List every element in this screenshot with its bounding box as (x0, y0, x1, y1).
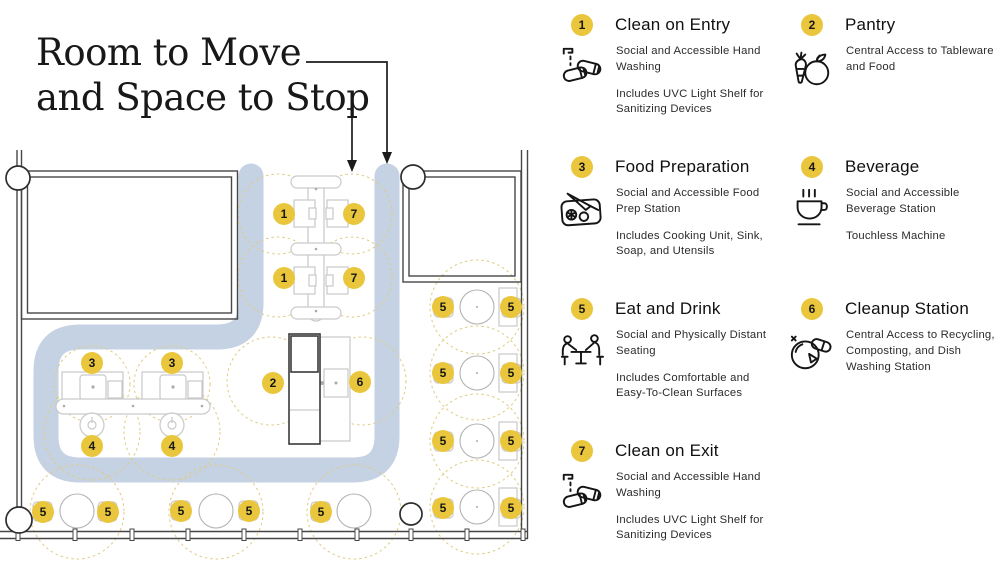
legend-badge-3: 3 (571, 156, 593, 178)
food-prep-icon (558, 186, 604, 232)
legend-item-beverage (788, 156, 1000, 255)
food-prep-counter (56, 372, 210, 437)
legend-title-eat-and-drink: Eat and Drink (615, 299, 721, 318)
pantry-island (289, 334, 350, 444)
plan-marker-3: 3 (81, 352, 103, 374)
room-top-left (22, 171, 238, 319)
plan-marker-7: 7 (343, 203, 365, 225)
legend-badge-4: 4 (801, 156, 823, 178)
legend-desc: Includes Cooking Unit, Sink, Soap, and Utensils (616, 229, 763, 258)
beverage-icon (788, 186, 834, 232)
plan-marker-5: 5 (432, 497, 454, 519)
legend-item-pantry (788, 14, 1000, 90)
legend-desc: Includes UVC Light Shelf for Sanitizing Devices (616, 513, 764, 542)
legend-item-eat-and-drink (558, 298, 773, 413)
plan-marker-1: 1 (273, 203, 295, 225)
plan-marker-7: 7 (343, 267, 365, 289)
legend-desc: Social and Accessible Beverage Station (846, 187, 960, 215)
plan-marker-5: 5 (238, 500, 260, 522)
hand-washing-icon (558, 44, 604, 90)
plan-marker-3: 3 (161, 352, 183, 374)
legend-desc: Central Access to Recycling, Composting, and Dish Washing Station (846, 329, 995, 373)
legend-item-food-preparation (558, 156, 773, 271)
legend-item-clean-on-exit (558, 440, 773, 555)
hand-washing-icon (558, 470, 604, 516)
legend-title-clean-on-entry: Clean on Entry (615, 15, 731, 34)
legend-badge-5: 5 (571, 298, 593, 320)
plan-marker-5: 5 (170, 500, 192, 522)
legend-badge-1: 1 (571, 14, 593, 36)
legend-badge-6: 6 (801, 298, 823, 320)
plan-marker-5: 5 (500, 296, 522, 318)
legend-badge-7: 7 (571, 440, 593, 462)
legend-title-pantry: Pantry (845, 15, 896, 34)
title-line-1: Room to Move (36, 31, 302, 74)
title-line-2: and Space to Stop (36, 76, 370, 120)
seating-column (434, 288, 521, 526)
plan-marker-5: 5 (432, 362, 454, 384)
legend-desc: Includes UVC Light Shelf for Sanitizing Devices (616, 87, 764, 116)
pantry-icon (788, 44, 834, 90)
plan-marker-5: 5 (432, 296, 454, 318)
plan-marker-5: 5 (500, 430, 522, 452)
room-top-right (403, 171, 521, 282)
plan-marker-5: 5 (432, 430, 454, 452)
plan-marker-5: 5 (32, 501, 54, 523)
plan-marker-4: 4 (161, 435, 183, 457)
plan-marker-5: 5 (310, 501, 332, 523)
page-title (36, 30, 369, 120)
legend-desc: Social and Accessible Hand Washing (616, 45, 761, 73)
legend-desc: Includes Comfortable and Easy-To-Clean Surfaces (616, 371, 750, 400)
hand-wash-counter (291, 176, 348, 321)
legend-desc: Social and Physically Distant Seating (616, 329, 767, 357)
legend-title-cleanup-station: Cleanup Station (845, 299, 969, 318)
legend-desc: Social and Accessible Hand Washing (616, 471, 761, 499)
plan-marker-4: 4 (81, 435, 103, 457)
legend-title-beverage: Beverage (845, 157, 920, 176)
legend-item-clean-on-entry (558, 14, 773, 129)
legend-title-clean-on-exit: Clean on Exit (615, 441, 719, 460)
plan-marker-2: 2 (262, 372, 284, 394)
plan-marker-5: 5 (500, 362, 522, 384)
legend-desc: Social and Accessible Food Prep Station (616, 187, 760, 215)
plan-marker-1: 1 (273, 267, 295, 289)
cleanup-icon (788, 328, 834, 374)
plan-marker-5: 5 (97, 501, 119, 523)
plan-marker-6: 6 (349, 371, 371, 393)
plan-marker-5: 5 (500, 497, 522, 519)
legend-desc: Touchless Machine (846, 229, 946, 242)
legend-item-cleanup-station (788, 298, 1000, 386)
legend-title-food-preparation: Food Preparation (615, 157, 750, 176)
legend-desc: Central Access to Tableware and Food (846, 45, 994, 73)
eat-drink-icon (558, 328, 604, 374)
legend-badge-2: 2 (801, 14, 823, 36)
